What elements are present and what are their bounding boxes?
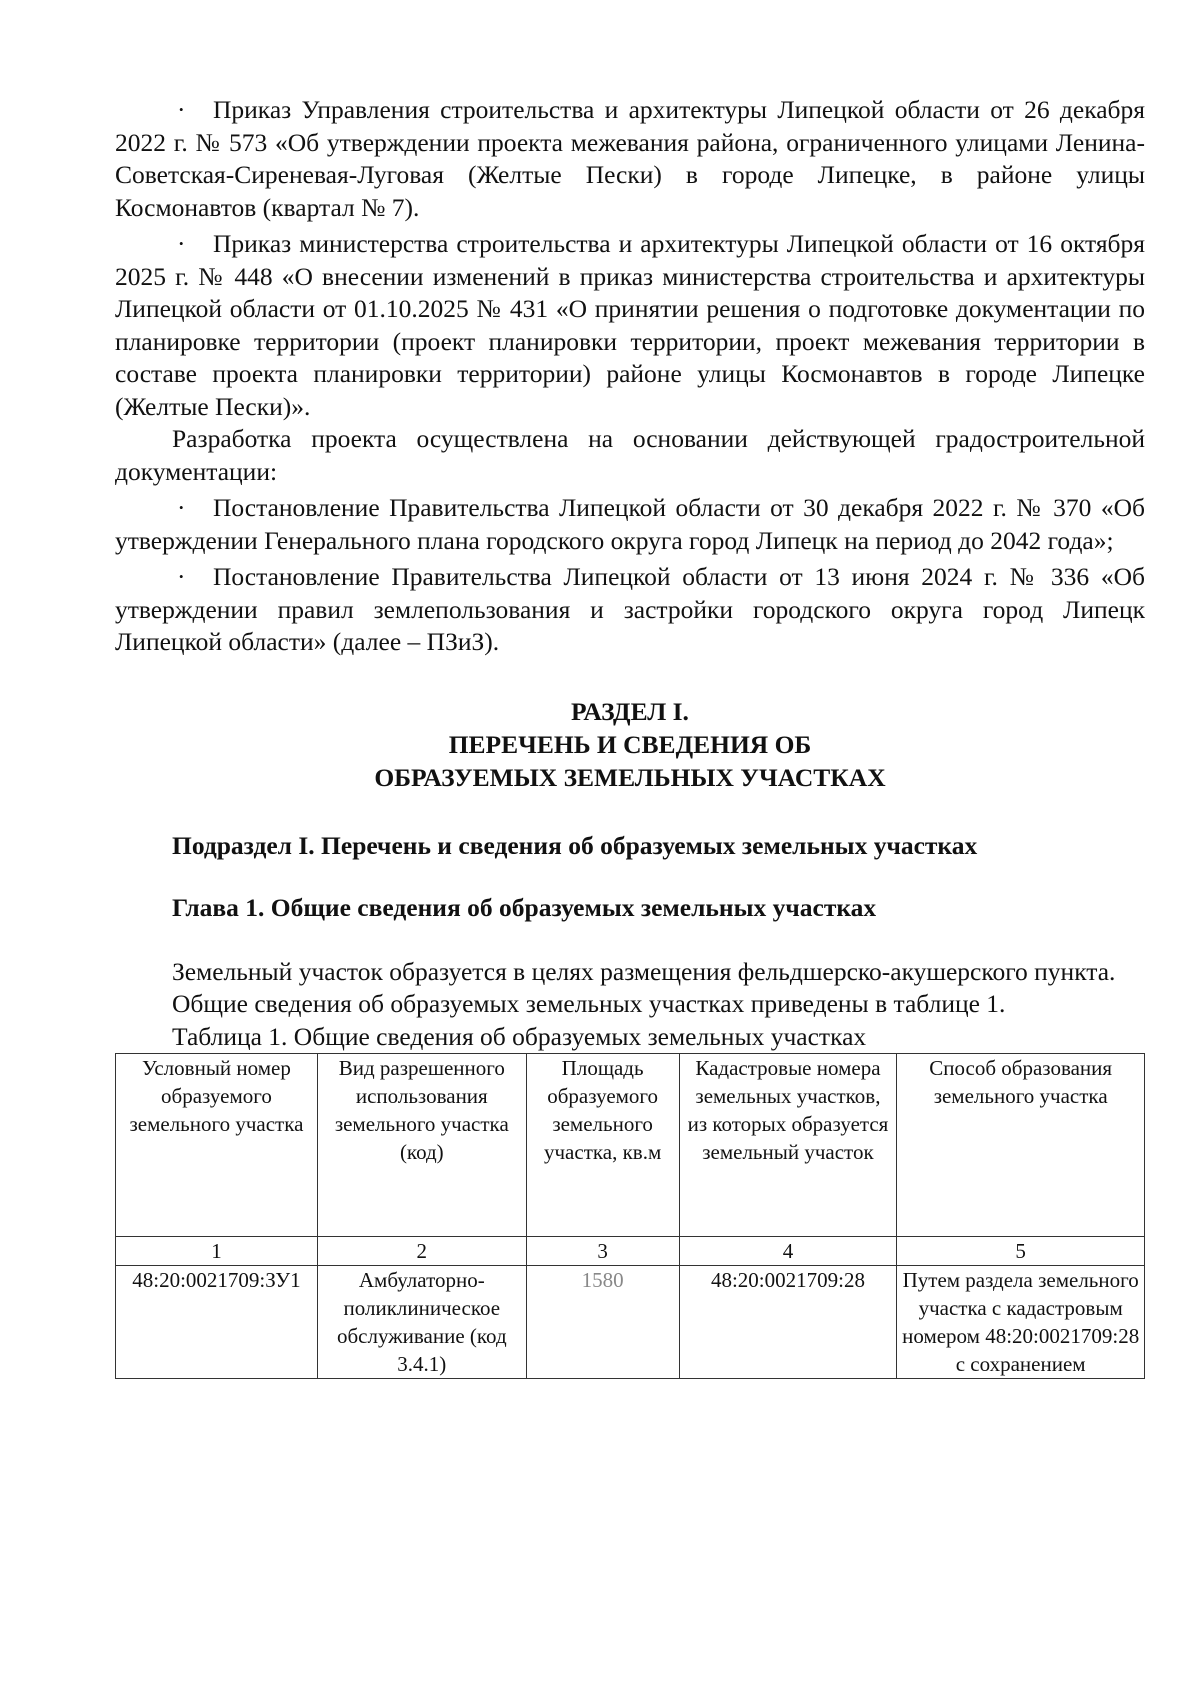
decree-1-paragraph [115, 492, 1145, 557]
table-row [116, 1266, 1145, 1379]
table-number-cell: 5 [897, 1237, 1145, 1266]
table-cell-permitted-use: Амбулаторно-поликлиническое обслуживание (код 3.4.1) [317, 1266, 526, 1379]
section-title-line-1: РАЗДЕЛ I. [571, 696, 689, 726]
table-header-row [116, 1054, 1145, 1237]
parcels-table [115, 1053, 1145, 1379]
body-paragraph-2: Общие сведения об образуемых земельных участках приведены в таблице 1. [172, 989, 1006, 1018]
table-number-row [116, 1237, 1145, 1266]
table-number-cell: 2 [317, 1237, 526, 1266]
table-cell-cadastral-source: 48:20:0021709:28 [679, 1266, 897, 1379]
bullet-icon: · [177, 95, 186, 124]
table-header-cell: Условный номер образуемого земельного участка [116, 1054, 318, 1237]
section-title-line-2: ПЕРЕЧЕНЬ И СВЕДЕНИЯ ОБ [448, 729, 812, 759]
table-cell-parcel-id: 48:20:0021709:ЗУ1 [116, 1266, 318, 1379]
subsection-heading: Подраздел I. Перечень и сведения об образуемых земельных участках [172, 830, 978, 860]
decree-1-text: Постановление Правительства Липецкой области от 30 декабря 2022 г. № 370 «Об утверждении Генерального плана городского округа город Липецк на период до 2042 года»; [115, 493, 1145, 555]
order-2-paragraph [115, 228, 1145, 423]
order-1-text: Приказ Управления строительства и архитектуры Липецкой области от 26 декабря 2022 г. № 573 «Об утверждении проекта межевания района, ограниченного улицами Ленина-Советская-Сиреневая-Луговая (Желтые Пески) в городе Липецке, в районе улицы Космонавтов (квартал № 7). [115, 95, 1145, 222]
bullet-icon: · [177, 229, 186, 258]
document-page [115, 94, 1145, 1379]
basis-paragraph: Разработка проекта осуществлена на основании действующей градостроительной документации: [115, 424, 1145, 486]
table-number-cell: 1 [116, 1237, 318, 1266]
table-cell-area: 1580 [526, 1266, 679, 1379]
table-header-cell: Площадь образуемого земельного участка, кв.м [526, 1054, 679, 1237]
table-caption: Таблица 1. Общие сведения об образуемых земельных участках [172, 1021, 867, 1051]
chapter-heading: Глава 1. Общие сведения об образуемых земельных участках [172, 893, 877, 922]
order-2-text: Приказ министерства строительства и архитектуры Липецкой области от 16 октября 2025 г. № 448 «О внесении изменений в приказ министерства строительства и архитектуры Липецкой области от 01.10.2025 № 431 «О принятии решения о подготовке документации по планировке территории (проект планировки территории, проект межевания территории в составе проекта планировки территории) районе улицы Космонавтов в городе Липецке (Желтые Пески)». [115, 229, 1145, 421]
bullet-icon: · [177, 493, 186, 522]
table-header-cell: Способ образования земельного участка [897, 1054, 1145, 1237]
order-1-paragraph [115, 94, 1145, 224]
section-heading [115, 695, 1145, 794]
body-paragraph-1: Земельный участок образуется в целях размещения фельдшерско-акушерского пункта. [172, 956, 1116, 986]
decree-2-text: Постановление Правительства Липецкой области от 13 июня 2024 г. № 336 «Об утверждении правил землепользования и застройки городского округа город Липецк Липецкой области» (далее – ПЗиЗ). [115, 562, 1145, 656]
table-header-cell: Кадастровые номера земельных участков, из которых образуется земельный участок [679, 1054, 897, 1237]
table-header-cell: Вид разрешенного использования земельного участка (код) [317, 1054, 526, 1237]
table-cell-formation-method: Путем раздела земельного участка с кадастровым номером 48:20:0021709:28 с сохранением [897, 1266, 1145, 1379]
table-number-cell: 3 [526, 1237, 679, 1266]
section-title-line-3: ОБРАЗУЕМЫХ ЗЕМЕЛЬНЫХ УЧАСТКАХ [374, 762, 886, 792]
decree-2-paragraph [115, 561, 1145, 659]
table-number-cell: 4 [679, 1237, 897, 1266]
bullet-icon: · [177, 562, 186, 591]
